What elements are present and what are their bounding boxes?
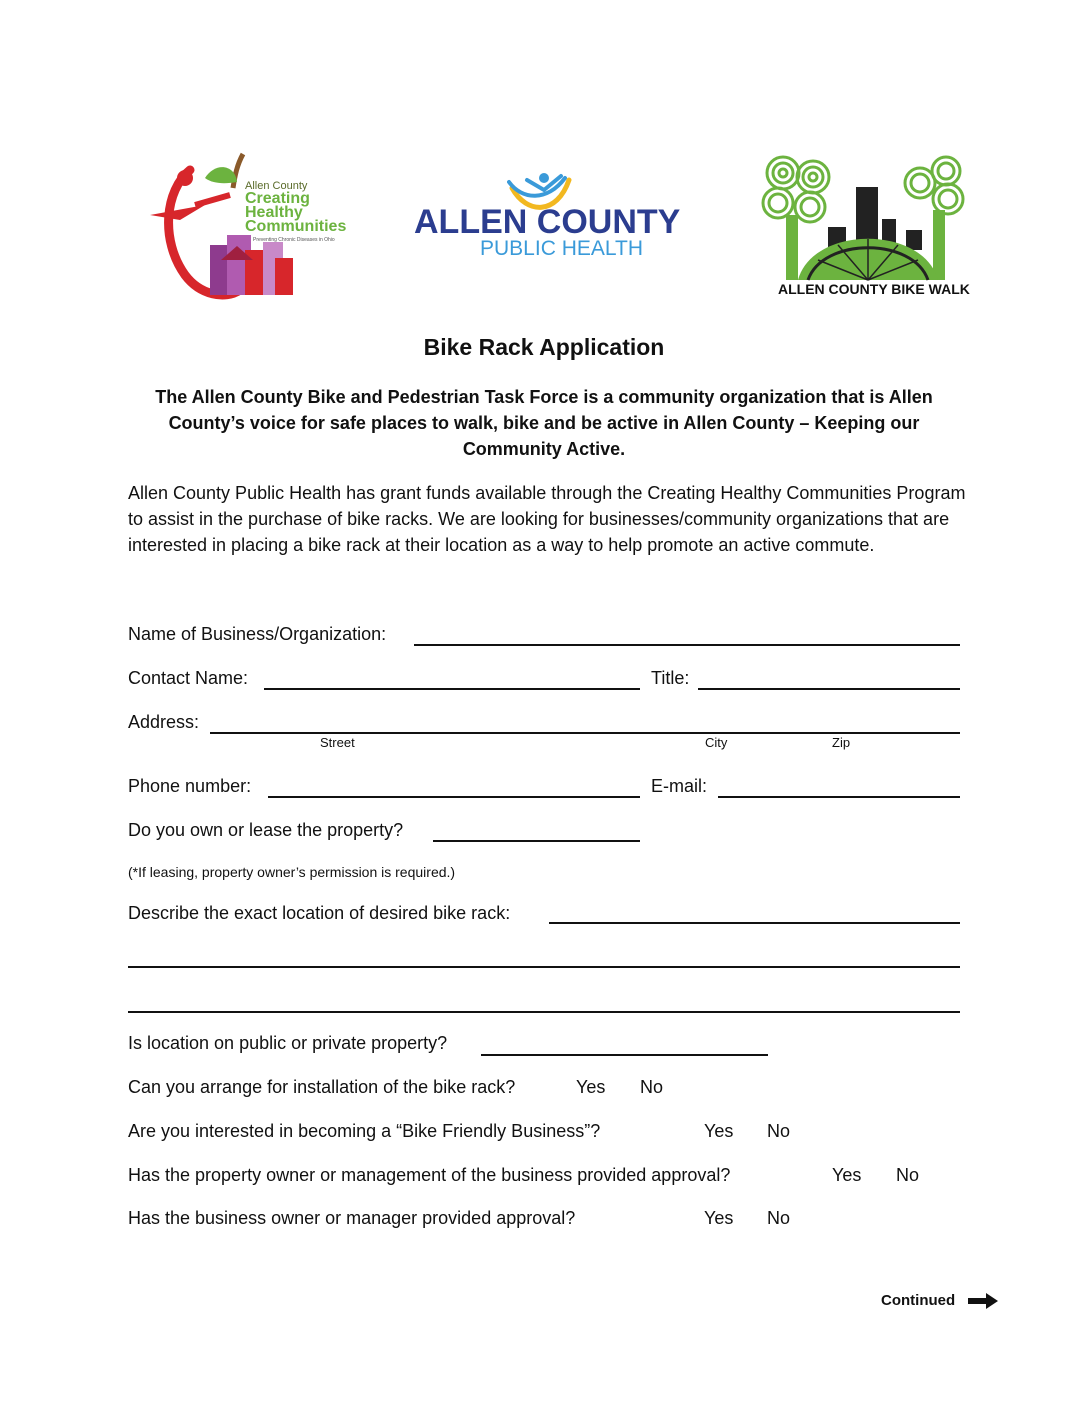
allen-county-public-health-logo (412, 170, 722, 265)
phone-label: Phone number: (128, 776, 252, 796)
creating-healthy-communities-logo (145, 150, 370, 305)
email-row (651, 776, 707, 797)
city-caption: City (705, 735, 728, 750)
continued-label: Continued (881, 1292, 956, 1309)
address-field[interactable] (210, 732, 960, 734)
page-title: Bike Rack Application (423, 334, 665, 360)
email-label: E-mail: (651, 776, 708, 796)
bike-friendly-yes-option[interactable]: Yes (704, 1121, 734, 1141)
public-private-field[interactable] (481, 1054, 768, 1056)
phone-row (128, 776, 251, 797)
zip-caption: Zip (832, 735, 851, 750)
question-business-owner: Has the business owner or manager provided approval? (128, 1208, 576, 1228)
public-private-row (128, 1033, 447, 1054)
contact-label: Contact Name: (128, 668, 249, 688)
question-property-owner: Has the property owner or management of the business provided approval? (128, 1165, 731, 1185)
mission-statement: The Allen County Bike and Pedestrian Task Force is a community organization that is Allen County’s voice for safe places to walk, bike and be active in Allen County – Keeping our Community Active. (155, 387, 933, 459)
title-label: Title: (651, 668, 690, 688)
question-bike-friendly: Are you interested in becoming a “Bike Friendly Business”? (128, 1121, 601, 1141)
acph-logo-name: ALLEN COUNTY (414, 203, 681, 241)
allen-county-bike-walk-logo (758, 155, 973, 303)
property-owner-no-option[interactable]: No (896, 1165, 920, 1185)
chc-logo-creating: Creating (245, 190, 310, 207)
location-field-line-2[interactable] (128, 966, 960, 968)
address-row (128, 712, 199, 733)
property-owner-yes-option[interactable]: Yes (832, 1165, 862, 1185)
install-yes-option[interactable]: Yes (576, 1077, 606, 1097)
intro-paragraph: Allen County Public Health has grant funds available through the Creating Healthy Communities Program to assist in the purchase of bike racks. We are looking for businesses/community organizations that are interested in placing a bike rack at their location as a way to help promote an active commute. (128, 483, 966, 555)
email-field[interactable] (718, 796, 960, 798)
business-owner-yes-option[interactable]: Yes (704, 1208, 734, 1228)
phone-field[interactable] (268, 796, 640, 798)
chc-logo-tagline: Preventing Chronic Diseases in Ohio (253, 237, 335, 243)
chc-logo-communities: Communities (245, 218, 347, 235)
address-label: Address: (128, 712, 200, 732)
contact-row (128, 668, 248, 689)
right-arrow-icon (968, 1292, 998, 1315)
acph-logo-sub: PUBLIC HEALTH (480, 237, 643, 260)
location-field-line-1[interactable] (549, 922, 960, 924)
street-caption: Street (320, 735, 355, 750)
business-field[interactable] (414, 644, 960, 646)
leasing-note: (*If leasing, property owner’s permission is required.) (128, 864, 456, 880)
own-lease-label: Do you own or lease the property? (128, 820, 404, 840)
title-field[interactable] (698, 688, 960, 690)
title-row (651, 668, 689, 689)
question-install: Can you arrange for installation of the bike rack? (128, 1077, 516, 1097)
location-row (128, 903, 510, 924)
business-row (128, 624, 386, 645)
business-owner-no-option[interactable]: No (767, 1208, 791, 1228)
own-lease-row (128, 820, 403, 841)
location-field-line-3[interactable] (128, 1011, 960, 1013)
chc-logo-healthy: Healthy (245, 204, 303, 221)
own-lease-field[interactable] (433, 840, 640, 842)
bike-friendly-no-option[interactable]: No (767, 1121, 791, 1141)
acbw-logo-label: ALLEN COUNTY BIKE WALK (778, 281, 970, 297)
chc-logo-county: Allen County (245, 180, 308, 192)
public-private-label: Is location on public or private property? (128, 1033, 448, 1053)
business-label: Name of Business/Organization: (128, 624, 387, 644)
contact-name-field[interactable] (264, 688, 640, 690)
location-label: Describe the exact location of desired bike rack: (128, 903, 511, 923)
install-no-option[interactable]: No (640, 1077, 664, 1097)
